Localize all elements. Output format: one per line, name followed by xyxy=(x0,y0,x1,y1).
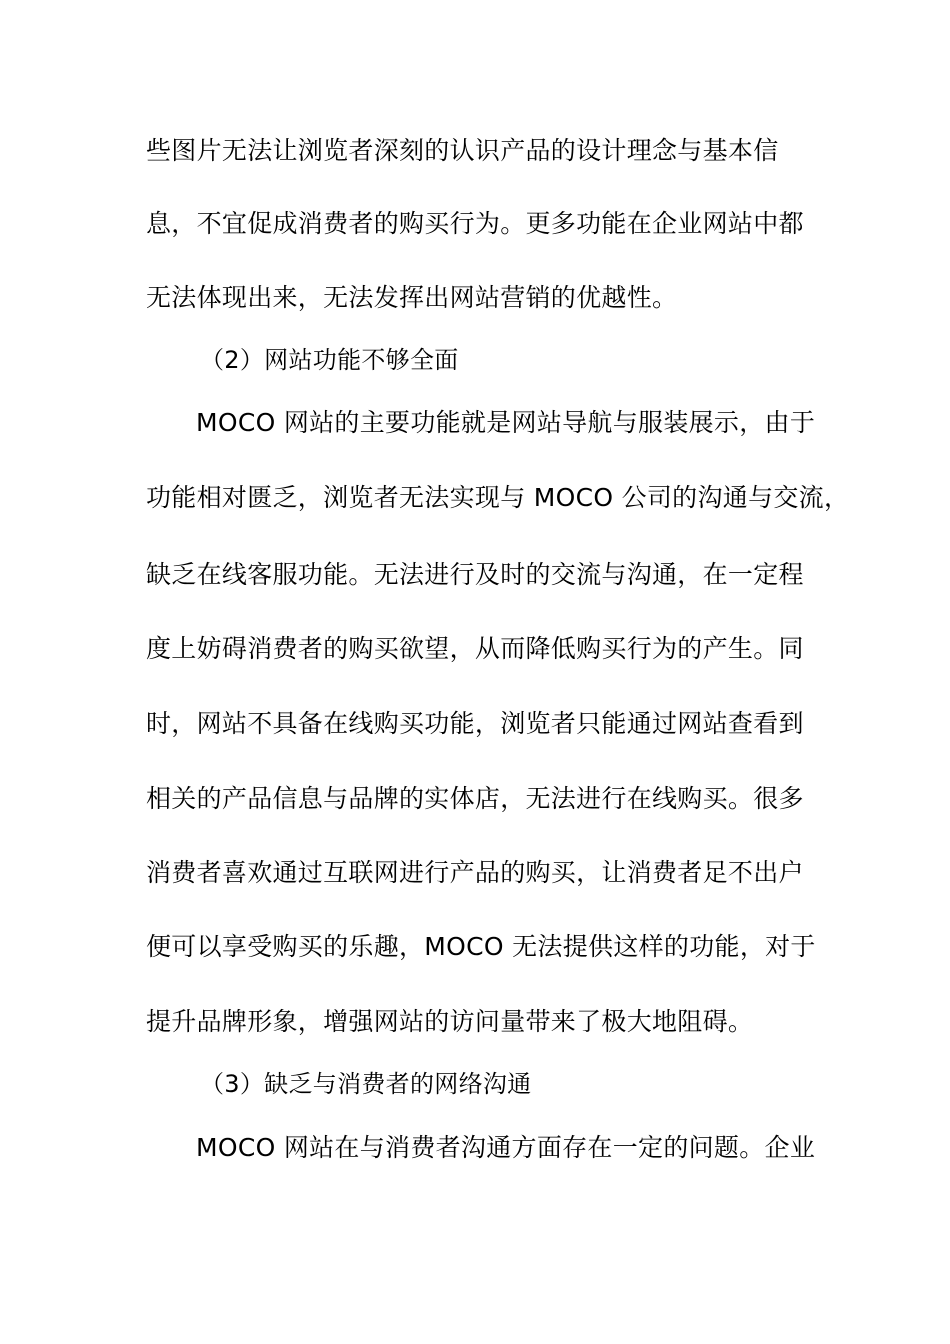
body-text-line: 功能相对匮乏，浏览者无法实现与 MOCO 公司的沟通与交流， xyxy=(146,483,850,512)
body-text-line: 缺乏在线客服功能。无法进行及时的交流与沟通，在一定程 xyxy=(146,560,804,589)
body-text-line: 度上妨碍消费者的购买欲望，从而降低购买行为的产生。同 xyxy=(146,634,804,663)
body-text-line: 无法体现出来，无法发挥出网站营销的优越性。 xyxy=(146,283,678,312)
body-text-line: 息，不宜促成消费者的购买行为。更多功能在企业网站中都 xyxy=(146,209,804,238)
body-text-line: MOCO 网站在与消费者沟通方面存在一定的问题。企业 xyxy=(196,1133,816,1162)
body-text-line: 提升品牌形象，增强网站的访问量带来了极大地阻碍。 xyxy=(146,1007,754,1036)
body-text-line: 些图片无法让浏览者深刻的认识产品的设计理念与基本信 xyxy=(146,136,779,165)
section-heading: （2）网站功能不够全面 xyxy=(200,346,459,374)
section-heading: （3）缺乏与消费者的网络沟通 xyxy=(200,1070,532,1098)
body-text-line: 消费者喜欢通过互联网进行产品的购买，让消费者足不出户 xyxy=(146,858,804,887)
body-text-line: 相关的产品信息与品牌的实体店，无法进行在线购买。很多 xyxy=(146,784,804,813)
body-text-line: MOCO 网站的主要功能就是网站导航与服装展示，由于 xyxy=(196,408,816,437)
body-text-line: 时，网站不具备在线购买功能，浏览者只能通过网站查看到 xyxy=(146,709,804,738)
body-text-line: 便可以享受购买的乐趣，MOCO 无法提供这样的功能，对于 xyxy=(146,932,816,961)
